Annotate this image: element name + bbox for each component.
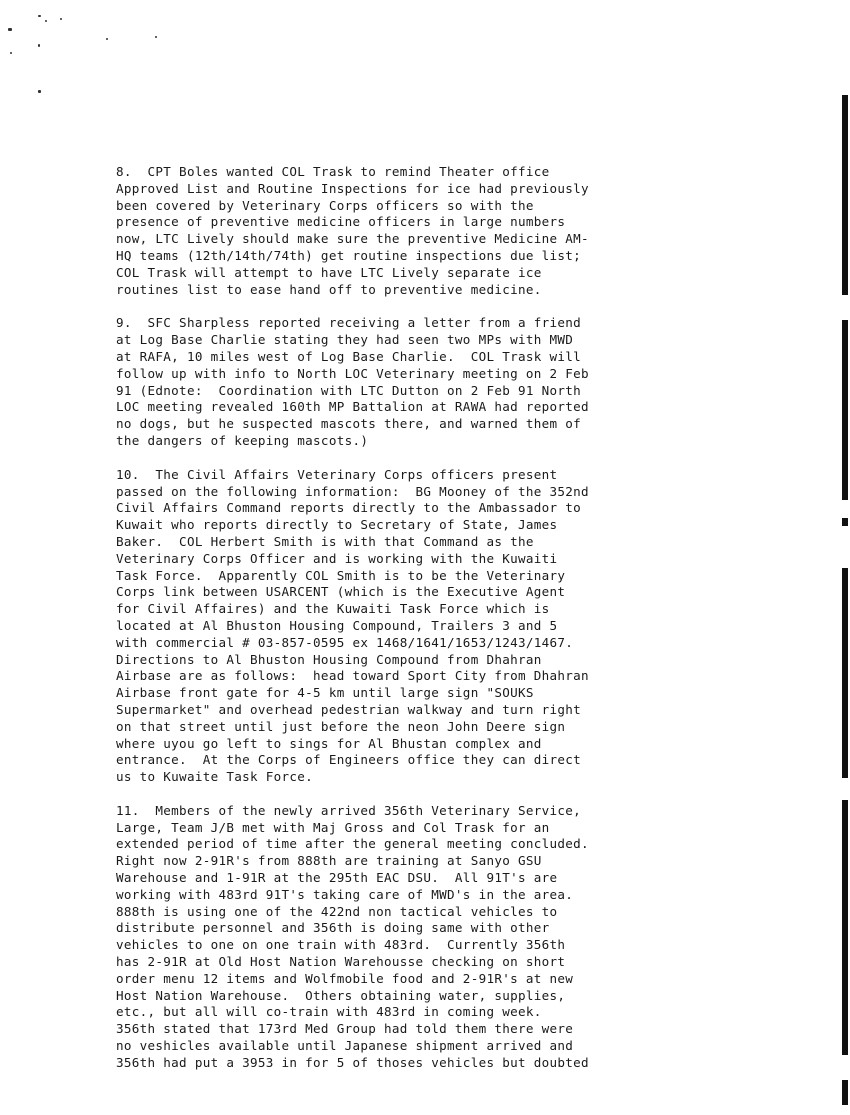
text-line: Approved List and Routine Inspections for ice had previously	[116, 180, 589, 196]
scan-speck	[45, 20, 47, 22]
margin-change-bar	[842, 568, 848, 778]
text-line: working with 483rd 91T's taking care of MWD's in the area.	[116, 886, 574, 902]
scan-speck	[38, 90, 41, 93]
text-line: no dogs, but he suspected mascots there, and warned them of	[116, 416, 582, 432]
text-line: routines list to ease hand off to preventive medicine.	[116, 281, 542, 297]
text-line: 356th stated that 173rd Med Group had told them there were	[116, 1021, 574, 1037]
text-line: with commercial # 03-857-0595 ex 1468/1641/1653/1243/1467.	[116, 634, 574, 650]
text-line: 888th is using one of the 422nd non tactical vehicles to	[116, 903, 558, 919]
text-line: us to Kuwaite Task Force.	[116, 769, 314, 785]
text-line: entrance. At the Corps of Engineers office they can direct	[116, 752, 582, 768]
text-line: no veshicles available until Japanese shipment arrived and	[116, 1038, 574, 1054]
text-line: now, LTC Lively should make sure the preventive Medicine AM-	[116, 231, 589, 247]
scan-speck	[60, 18, 62, 20]
scan-speck	[8, 28, 12, 31]
memo-body	[116, 164, 726, 1089]
paragraph-9	[116, 315, 726, 449]
text-line: located at Al Bhuston Housing Compound, Trailers 3 and 5	[116, 617, 558, 633]
text-line: the dangers of keeping mascots.)	[116, 432, 369, 448]
text-line: 356th had put a 3953 in for 5 of thoses vehicles but doubted	[116, 1054, 589, 1070]
text-line: 10. The Civil Affairs Veterinary Corps officers present	[116, 466, 558, 482]
text-line: where uyou go left to sings for Al Bhustan complex and	[116, 735, 542, 751]
text-line: Corps link between USARCENT (which is the Executive Agent	[116, 584, 566, 600]
text-line: at RAFA, 10 miles west of Log Base Charlie. COL Trask will	[116, 348, 582, 364]
text-line: on that street until just before the neon John Deere sign	[116, 718, 566, 734]
text-line: Large, Team J/B met with Maj Gross and Col Trask for an	[116, 819, 550, 835]
text-line: has 2-91R at Old Host Nation Warehousse checking on short	[116, 954, 566, 970]
scan-speck	[155, 36, 157, 38]
margin-change-bar	[842, 95, 848, 295]
text-line: Baker. COL Herbert Smith is with that Command as the	[116, 533, 534, 549]
paragraph-11	[116, 803, 726, 1072]
scan-speck	[10, 52, 12, 54]
text-line: order menu 12 items and Wolfmobile food and 2-91R's at new	[116, 970, 574, 986]
margin-change-bar	[842, 1080, 848, 1105]
text-line: Airbase are as follows: head toward Sport City from Dhahran	[116, 668, 589, 684]
text-line: extended period of time after the general meeting concluded.	[116, 836, 589, 852]
text-line: Right now 2-91R's from 888th are training at Sanyo GSU	[116, 853, 542, 869]
text-line: HQ teams (12th/14th/74th) get routine inspections due list;	[116, 247, 582, 263]
text-line: Airbase front gate for 4-5 km until large sign "SOUKS	[116, 685, 534, 701]
text-line: LOC meeting revealed 160th MP Battalion at RAWA had reported	[116, 399, 589, 415]
text-line: Warehouse and 1-91R at the 295th EAC DSU. All 91T's are	[116, 870, 558, 886]
text-line: Supermarket" and overhead pedestrian walkway and turn right	[116, 701, 582, 717]
text-line: COL Trask will attempt to have LTC Lively separate ice	[116, 264, 542, 280]
paragraph-8	[116, 164, 726, 298]
text-line: Directions to Al Bhuston Housing Compound from Dhahran	[116, 651, 542, 667]
text-line: 9. SFC Sharpless reported receiving a letter from a friend	[116, 315, 582, 331]
text-line: passed on the following information: BG Mooney of the 352nd	[116, 483, 589, 499]
text-line: presence of preventive medicine officers in large numbers	[116, 214, 566, 230]
text-line: for Civil Affaires) and the Kuwaiti Task Force which is	[116, 601, 550, 617]
text-line: etc., but all will co-train with 483rd in coming week.	[116, 1004, 542, 1020]
scan-speck	[38, 15, 41, 17]
scan-speck	[106, 38, 108, 40]
text-line: distribute personnel and 356th is doing same with other	[116, 920, 550, 936]
text-line: Kuwait who reports directly to Secretary of State, James	[116, 517, 558, 533]
text-line: Civil Affairs Command reports directly to the Ambassador to	[116, 500, 582, 516]
text-line: follow up with info to North LOC Veterinary meeting on 2 Feb	[116, 365, 589, 381]
text-line: 11. Members of the newly arrived 356th Veterinary Service,	[116, 802, 582, 818]
text-line: Task Force. Apparently COL Smith is to be the Veterinary	[116, 567, 566, 583]
scan-speck	[38, 44, 40, 47]
text-line: Host Nation Warehouse. Others obtaining water, supplies,	[116, 987, 566, 1003]
text-line: 8. CPT Boles wanted COL Trask to remind Theater office	[116, 164, 550, 179]
paragraph-10	[116, 467, 726, 786]
text-line: vehicles to one on one train with 483rd. Currently 356th	[116, 937, 566, 953]
margin-change-bar	[842, 800, 848, 1055]
text-line: at Log Base Charlie stating they had seen two MPs with MWD	[116, 332, 574, 348]
text-line: 91 (Ednote: Coordination with LTC Dutton on 2 Feb 91 North	[116, 382, 582, 398]
margin-change-bar	[842, 518, 848, 526]
margin-change-bar	[842, 320, 848, 500]
text-line: Veterinary Corps Officer and is working with the Kuwaiti	[116, 550, 558, 566]
text-line: been covered by Veterinary Corps officers so with the	[116, 197, 534, 213]
